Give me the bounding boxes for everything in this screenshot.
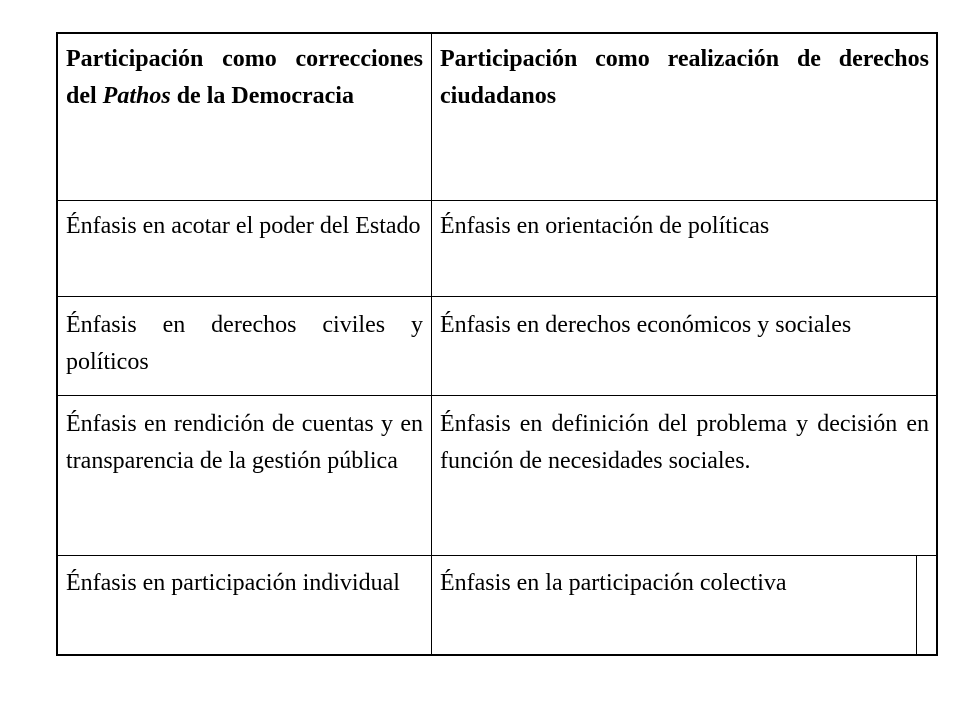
table-row-2-left: Énfasis en derechos civiles y políticos — [66, 312, 423, 375]
table-row-2-right: Énfasis en derechos económicos y sociales — [440, 312, 852, 338]
column-divider — [431, 32, 432, 656]
header-left-text-end: de la Democracia — [170, 83, 354, 109]
table-border-top — [56, 32, 938, 34]
header-left-emphasis: Pathos — [102, 83, 171, 109]
header-right-text: Participación como realización de derechos ciudadanos — [440, 46, 929, 109]
row-divider-1 — [56, 200, 938, 201]
row-divider-3 — [56, 395, 938, 396]
header-cell-right — [440, 41, 929, 115]
table-row-3-right: Énfasis en definición del problema y decisión en función de necesidades sociales. — [440, 411, 929, 474]
table-row-4-right: Énfasis en la participación colectiva — [440, 570, 787, 596]
table-row-4-left: Énfasis en participación individual — [66, 570, 400, 596]
table-border-right — [936, 32, 938, 656]
table-row-1-right: Énfasis en orientación de políticas — [440, 213, 770, 239]
table-row-1-left: Énfasis en acotar el poder del Estado — [66, 213, 421, 239]
table-row-3-left: Énfasis en rendición de cuentas y en transparencia de la gestión pública — [66, 411, 423, 474]
row-divider-4 — [56, 555, 938, 556]
comparison-table — [56, 32, 938, 656]
table-border-left — [56, 32, 58, 656]
last-row-inner-divider — [916, 555, 917, 656]
header-cell-left — [66, 41, 423, 115]
header-left-text: Participación como correcciones del — [66, 46, 423, 109]
table-border-bottom — [56, 654, 938, 656]
row-divider-2 — [56, 296, 938, 297]
